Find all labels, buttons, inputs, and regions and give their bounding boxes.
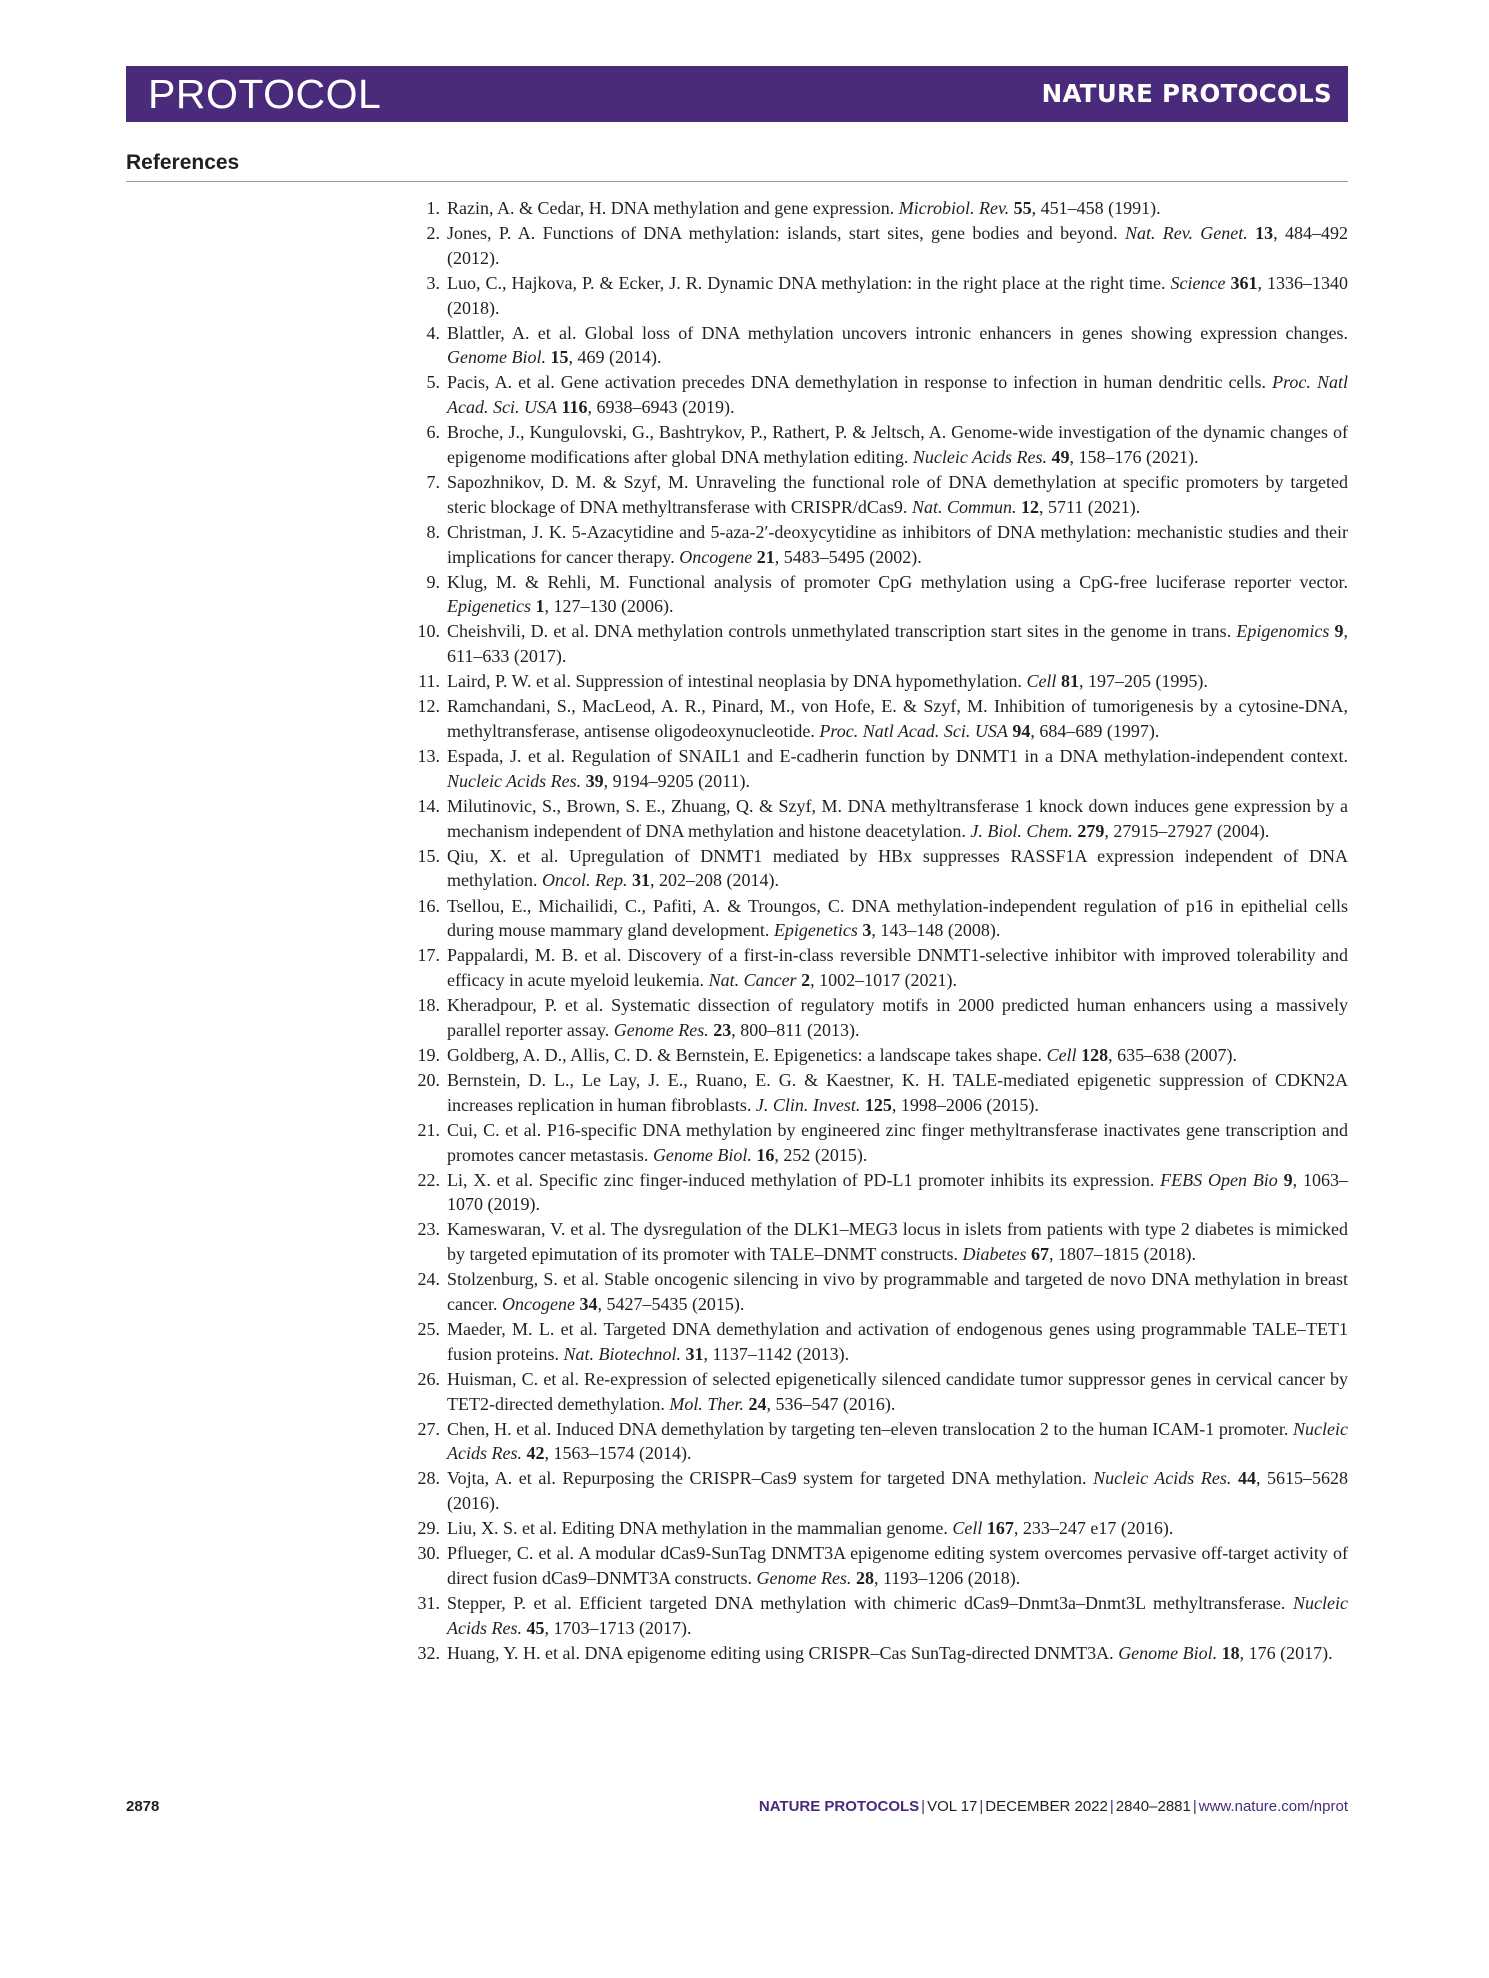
reference-item [409,1516,1348,1541]
reference-journal: Epigenomics [1236,621,1330,642]
reference-item [409,1591,1348,1640]
reference-number: 8. [426,521,440,542]
reference-pages-year: , 6938–6943 (2019). [587,397,735,418]
reference-volume: 3 [862,920,872,941]
reference-text: Milutinovic, S., Brown, S. E., Zhuang, Q. & Szyf, M. DNA methyltransferase 1 knock down induces gene expression by a mechanism independent of DNA methylation and histone deacetylation. [447,795,1348,841]
reference-journal: Proc. Natl Acad. Sci. USA [819,721,1008,742]
reference-text: Espada, J. et al. Regulation of SNAIL1 and E-cadherin function by DNMT1 in a DNA methylation-independent context. [447,746,1348,767]
reference-item [409,1217,1348,1266]
reference-number: 31. [417,1593,440,1614]
reference-volume: 2 [801,970,811,991]
reference-number: 14. [417,795,440,816]
reference-volume: 18 [1221,1642,1240,1663]
reference-number: 16. [417,895,440,916]
reference-volume: 44 [1237,1468,1256,1489]
reference-pages-year: , 9194–9205 (2011). [603,770,750,791]
reference-text: Chen, H. et al. Induced DNA demethylation by targeting ten–eleven translocation 2 to the human ICAM-1 promoter. [447,1418,1294,1439]
reference-text: Kameswaran, V. et al. The dysregulation of the DLK1–MEG3 locus in islets from patients with type 2 diabetes is mimicked by targeted epimutation of its promoter with TALE–DNMT constructs. [447,1219,1348,1265]
reference-volume: 45 [526,1617,545,1638]
reference-text: Goldberg, A. D., Allis, C. D. & Bernstein, E. Epigenetics: a landscape takes shape. [447,1044,1047,1065]
reference-text: Huisman, C. et al. Re-expression of selected epigenetically silenced candidate tumor suppressor genes in cervical cancer by TET2-directed demethylation. [447,1368,1348,1414]
section-label: PROTOCOL [148,71,382,117]
reference-item [409,1068,1348,1117]
reference-journal: Microbiol. Rev. [898,198,1010,218]
reference-pages-year: , 1137–1142 (2013). [703,1343,850,1364]
reference-list [409,196,1348,1666]
reference-text: Maeder, M. L. et al. Targeted DNA demethylation and activation of endogenous genes using programmable TALE–TET1 fusion proteins. [447,1319,1348,1364]
reference-item [409,1641,1348,1666]
reference-volume: 1 [535,596,545,617]
reference-volume: 116 [561,397,588,418]
reference-number: 6. [426,422,440,443]
reference-pages-year: , 800–811 (2013). [731,1019,860,1040]
reference-number: 13. [417,746,440,767]
reference-number: 1. [426,198,440,218]
reference-journal: Proc. Natl Acad. Sci. USA [447,372,1348,418]
section-title: References [126,151,240,174]
reference-item [409,570,1348,619]
reference-journal: Epigenetics [773,920,858,941]
reference-text: Stolzenburg, S. et al. Stable oncogenic silencing in vivo by programmable and targeted de novo DNA methylation in breast cancer. [447,1269,1348,1314]
reference-journal: Nat. Cancer [708,970,797,991]
reference-volume: 31 [631,870,650,891]
reference-item [409,1466,1348,1515]
reference-pages-year: , 202–208 (2014). [649,870,779,891]
reference-item [409,844,1348,893]
reference-text: Vojta, A. et al. Repurposing the CRISPR–Cas9 system for targeted DNA methylation. [447,1468,1094,1489]
reference-pages-year: , 684–689 (1997). [1030,721,1160,742]
reference-text: Cui, C. et al. P16-specific DNA methylation by engineered zinc finger methyltransferase inactivates gene transcription and promotes cancer metastasis. [447,1119,1348,1165]
reference-item [409,1367,1348,1416]
reference-volume: 361 [1230,272,1258,293]
section-rule [126,181,1348,182]
reference-volume: 31 [685,1343,704,1364]
reference-volume: 94 [1012,721,1031,742]
reference-journal: Cell [1046,1044,1077,1065]
reference-text: Huang, Y. H. et al. DNA epigenome editing using CRISPR–Cas SunTag-directed DNMT3A. [447,1642,1119,1663]
reference-number: 26. [417,1368,440,1389]
reference-journal: Diabetes [962,1244,1027,1265]
journal-citation-line [759,1794,1348,1820]
reference-journal: Genome Biol. [652,1144,752,1165]
footer-separator: | [979,1798,984,1815]
reference-pages-year: , 1998–2006 (2015). [891,1094,1039,1115]
reference-journal: Genome Res. [613,1019,709,1040]
reference-number: 11. [418,671,440,692]
reference-journal: Nucleic Acids Res. [1093,1468,1232,1489]
reference-text: Christman, J. K. 5-Azacytidine and 5-aza-2′-deoxycytidine as inhibitors of DNA methylation: mechanistic studies and their implications for cancer therapy. [447,521,1348,567]
footer-separator: | [921,1798,926,1815]
reference-text: Klug, M. & Rehli, M. Functional analysis of promoter CpG methylation using a CpG-free luciferase reporter vector. [447,571,1348,592]
reference-journal: J. Clin. Invest. [755,1094,861,1115]
reference-pages-year: , 469 (2014). [568,347,662,368]
reference-journal: Cell [952,1518,983,1539]
reference-volume: 167 [986,1518,1014,1539]
reference-text: Stepper, P. et al. Efficient targeted DNA methylation with chimeric dCas9–Dnmt3a–Dnmt3L methyltransferase. [447,1593,1294,1614]
reference-number: 29. [417,1518,440,1539]
reference-pages-year: , 233–247 e17 (2016). [1013,1518,1174,1539]
reference-pages-year: , 5615–5628 (2016). [447,1468,1349,1514]
reference-number: 10. [417,621,440,642]
reference-volume: 125 [864,1094,892,1115]
reference-text: Tsellou, E., Michailidi, C., Pafiti, A. & Troungos, C. DNA methylation-independent regulation of p16 in epithelial cells during mouse mammary gland development. [447,895,1348,941]
reference-number: 9. [426,571,440,592]
reference-item [409,1417,1348,1466]
footer-separator: | [1192,1798,1197,1815]
reference-item [409,321,1348,370]
reference-number: 17. [417,945,440,966]
reference-pages-year: , 1063–1070 (2019). [447,1169,1348,1215]
reference-item [409,1118,1348,1167]
reference-journal: Cell [1026,671,1057,692]
reference-volume: 279 [1077,820,1105,841]
journal-name: NATURE PROTOCOLS [1041,79,1332,108]
reference-item [409,669,1348,694]
reference-volume: 13 [1255,223,1274,244]
reference-item [409,744,1348,793]
reference-item [409,619,1348,668]
reference-volume: 28 [855,1568,874,1588]
reference-volume: 12 [1020,496,1039,517]
reference-pages-year: , 635–638 (2007). [1108,1044,1238,1065]
reference-volume: 128 [1081,1044,1109,1065]
reference-pages-year: , 484–492 (2012). [447,223,1348,268]
reference-volume: 21 [756,546,775,567]
reference-volume: 23 [713,1019,732,1040]
reference-number: 21. [417,1119,440,1140]
reference-journal: Nat. Commun. [911,496,1017,517]
reference-item [409,993,1348,1042]
reference-item [409,894,1348,943]
reference-text: Blattler, A. et al. Global loss of DNA methylation uncovers intronic enhancers in genes showing expression changes. [447,322,1348,343]
reference-pages-year: , 252 (2015). [774,1144,868,1165]
reference-journal: Nat. Rev. Genet. [1124,223,1248,244]
reference-pages-year: , 5427–5435 (2015). [597,1293,745,1314]
reference-text: Cheishvili, D. et al. DNA methylation controls unmethylated transcription start sites in the genome in trans. [447,621,1237,642]
reference-item [409,470,1348,519]
reference-pages-year: , 536–547 (2016). [766,1393,896,1414]
reference-journal: Nat. Biotechnol. [563,1343,681,1364]
reference-pages-year: , 197–205 (1995). [1078,671,1208,692]
reference-volume: 49 [1051,446,1070,467]
reference-item [409,370,1348,419]
reference-journal: Nucleic Acids Res. [447,770,582,791]
footer-journal: NATURE PROTOCOLS [758,1798,920,1815]
reference-journal: Nucleic Acids Res. [447,1593,1348,1638]
reference-number: 15. [417,845,440,866]
footer-url-link[interactable]: www.nature.com/nprot [1198,1798,1348,1815]
reference-item [409,943,1348,992]
reference-volume: 67 [1030,1244,1049,1265]
reference-text: Bernstein, D. L., Le Lay, J. E., Ruano, E. G. & Kaestner, K. H. TALE-mediated epigenetic suppression of CDKN2A increases replication in human fibroblasts. [447,1070,1348,1115]
reference-text: Li, X. et al. Specific zinc finger-induced methylation of PD-L1 promoter inhibits its expression. [447,1169,1161,1190]
reference-volume: 34 [579,1293,598,1314]
reference-item [409,1043,1348,1068]
reference-number: 30. [417,1543,440,1564]
reference-journal: Genome Biol. [447,347,546,368]
reference-item [409,221,1348,270]
reference-text: Broche, J., Kungulovski, G., Bashtrykov, P., Rathert, P. & Jeltsch, A. Genome-wide investigation of the dynamic changes of epigenome modifications after global DNA methylation editing. [447,422,1348,467]
reference-journal: Oncogene [679,546,753,567]
reference-number: 27. [417,1418,440,1439]
reference-journal: Nucleic Acids Res. [912,446,1048,467]
reference-pages-year: , 143–148 (2008). [871,920,1001,941]
reference-pages-year: , 5711 (2021). [1038,496,1141,517]
reference-journal: Oncogene [501,1293,575,1314]
reference-item [409,420,1348,469]
reference-volume: 15 [550,347,569,368]
reference-number: 22. [417,1169,440,1190]
reference-volume: 81 [1060,671,1079,692]
reference-pages-year: , 27915–27927 (2004). [1104,820,1270,841]
page-number: 2878 [126,1798,160,1815]
reference-number: 5. [426,372,440,393]
reference-number: 7. [426,472,440,493]
reference-journal: Nucleic Acids Res. [447,1418,1348,1464]
reference-journal: Mol. Ther. [669,1393,744,1414]
reference-number: 28. [417,1468,440,1489]
footer-date: DECEMBER 2022 [985,1798,1108,1815]
reference-spacer [1231,1468,1238,1488]
reference-volume: 9 [1283,1169,1293,1190]
reference-journal: Science [1170,272,1226,293]
reference-text: Kheradpour, P. et al. Systematic dissection of regulatory motifs in 2000 predicted human enhancers using a massively parallel reporter assay. [447,995,1348,1040]
footer-pages: 2840–2881 [1115,1798,1191,1815]
footer-separator: | [1109,1798,1114,1815]
reference-journal: J. Biol. Chem. [970,820,1073,841]
reference-text: Pacis, A. et al. Gene activation precedes DNA demethylation in response to infection in human dendritic cells. [447,372,1273,393]
reference-item [409,1317,1348,1366]
reference-number: 3. [426,272,440,293]
reference-volume: 24 [748,1393,767,1414]
reference-pages-year: , 176 (2017). [1239,1642,1333,1663]
reference-pages-year: , 451–458 (1991). [1031,198,1161,218]
reference-number: 12. [417,696,440,717]
reference-item [409,1267,1348,1316]
reference-number: 2. [426,223,440,244]
reference-journal: Epigenetics [447,596,531,617]
reference-text: Razin, A. & Cedar, H. DNA methylation and gene expression. [447,198,899,218]
reference-item [409,520,1348,569]
reference-journal: Oncol. Rep. [541,870,628,891]
reference-item [409,694,1348,743]
reference-item [409,794,1348,843]
reference-volume: 42 [526,1443,545,1464]
reference-pages-year: , 1563–1574 (2014). [544,1443,692,1464]
reference-journal: FEBS Open Bio [1160,1169,1278,1190]
reference-journal: Genome Res. [756,1568,852,1588]
reference-number: 23. [417,1219,440,1240]
reference-number: 32. [417,1642,440,1663]
footer-volume: VOL 17 [927,1798,978,1815]
reference-item [409,1541,1348,1590]
reference-text: Ramchandani, S., MacLeod, A. R., Pinard, M., von Hofe, E. & Szyf, M. Inhibition of tumorigenesis by a cytosine-DNA, methyltransferase, antisense oligodeoxynucleotide. [447,696,1348,742]
reference-pages-year: , 611–633 (2017). [447,621,1348,667]
reference-text: Jones, P. A. Functions of DNA methylation: islands, start sites, gene bodies and beyond. [447,223,1125,244]
reference-text: Liu, X. S. et al. Editing DNA methylation in the mammalian genome. [447,1518,953,1539]
reference-journal: Genome Biol. [1118,1642,1218,1663]
reference-pages-year: , 1336–1340 (2018). [447,272,1349,318]
reference-item [409,271,1348,320]
reference-number: 19. [417,1044,440,1065]
reference-text: Qiu, X. et al. Upregulation of DNMT1 mediated by HBx suppresses RASSF1A expression independent of DNA methylation. [447,845,1348,891]
reference-number: 24. [417,1269,440,1290]
reference-text: Sapozhnikov, D. M. & Szyf, M. Unraveling the functional role of DNA demethylation at specific promoters by targeted steric blockage of DNA methyltransferase with CRISPR/dCas9. [447,472,1348,517]
reference-text: Laird, P. W. et al. Suppression of intestinal neoplasia by DNA hypomethylation. [447,671,1027,692]
reference-pages-year: , 1002–1017 (2021). [810,970,958,991]
reference-volume: 9 [1334,621,1344,642]
reference-volume: 39 [585,770,604,791]
reference-text: Luo, C., Hajkova, P. & Ecker, J. R. Dynamic DNA methylation: in the right place at the right time. [447,272,1171,293]
reference-pages-year: , 127–130 (2006). [544,596,674,617]
reference-number: 25. [417,1319,440,1340]
reference-volume: 16 [756,1144,775,1165]
reference-item [409,196,1348,221]
reference-text: Pflueger, C. et al. A modular dCas9-SunTag DNMT3A epigenome editing system overcomes pervasive off-target activity of direct fusion dCas9–DNMT3A constructs. [447,1543,1348,1588]
reference-volume: 55 [1013,198,1032,218]
page-footer [126,1794,1348,1820]
reference-number: 20. [417,1070,440,1091]
reference-text: Pappalardi, M. B. et al. Discovery of a first-in-class reversible DNMT1-selective inhibitor with improved tolerability and efficacy in acute myeloid leukemia. [447,945,1348,991]
reference-item [409,1168,1348,1217]
reference-number: 4. [426,322,440,343]
reference-pages-year: , 1703–1713 (2017). [544,1617,692,1638]
reference-number: 18. [417,995,440,1016]
reference-pages-year: , 158–176 (2021). [1069,446,1199,467]
reference-pages-year: , 5483–5495 (2002). [774,546,922,567]
reference-pages-year: , 1807–1815 (2018). [1048,1244,1196,1265]
reference-pages-year: , 1193–1206 (2018). [873,1568,1021,1588]
header-banner [126,66,1348,122]
